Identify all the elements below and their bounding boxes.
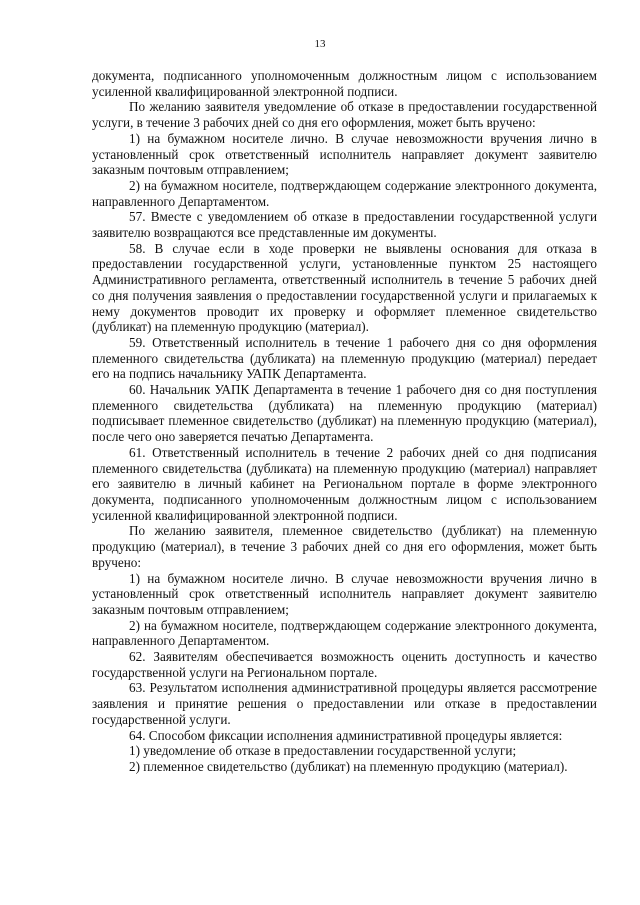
paragraph-certificate-delivery: По желанию заявителя, племенное свидетельство (дубликат) на племенную продукцию (материал), в течение 3 рабочих дней со дня его оформления, может быть вручено: <box>92 523 597 570</box>
paragraph-item-61: 61. Ответственный исполнитель в течение 2 рабочих дней со дня подписания племенного свидетельства (дубликата) на племенную продукцию (материал) направляет его заявителю в личный кабинет на Региональном портале в форме электронного документа, подписанного уполномоченным должностным лицом с использованием усиленной квалифицированной электронной подписи. <box>92 444 597 523</box>
paragraph-item-62: 62. Заявителям обеспечивается возможность оценить доступность и качество государственной услуги на Региональном портале. <box>92 649 597 680</box>
paragraph-fixation-1: 1) уведомление об отказе в предоставлении государственной услуги; <box>129 743 517 759</box>
paragraph-certificate-option-2: 2) на бумажном носителе, подтверждающем содержание электронного документа, направленного Департаментом. <box>92 617 597 649</box>
paragraph-fixation-2: 2) племенное свидетельство (дубликат) на племенную продукцию (материал). <box>129 758 568 774</box>
document-body <box>92 68 597 775</box>
paragraph-item-63: 63. Результатом исполнения административной процедуры является рассмотрение заявления и принятие решения о предоставлении или отказе в предоставлении государственной услуги. <box>92 680 597 727</box>
paragraph-item-64: 64. Способом фиксации исполнения административной процедуры является: <box>129 727 563 743</box>
paragraph-certificate-option-1: 1) на бумажном носителе лично. В случае невозможности вручения лично в установленный срок ответственный исполнитель направляет документ заявителю заказным почтовым отправлением; <box>92 570 597 617</box>
paragraph-item-58: 58. В случае если в ходе проверки не выявлены основания для отказа в предоставлении государственной услуги, установленные пунктом 25 настоящего Административного регламента, ответственный исполнитель в течение 5 рабочих дней со дня получения заявления о предоставлении государственной услуги и прилагаемых к нему документов проводит их проверку и оформляет племенное свидетельство (дубликат) на племенную продукцию (материал). <box>92 240 597 335</box>
paragraph-delivery-option-2: 2) на бумажном носителе, подтверждающем содержание электронного документа, направленного Департаментом. <box>92 177 597 209</box>
paragraph-refusal-notice-delivery: По желанию заявителя уведомление об отказе в предоставлении государственной услуги, в течение 3 рабочих дней со дня его оформления, может быть вручено: <box>92 99 597 131</box>
page-number: 13 <box>314 38 326 50</box>
paragraph-item-60: 60. Начальник УАПК Департамента в течение 1 рабочего дня со дня поступления племенного свидетельства (дубликата) на племенную продукцию (материал) подписывает племенное свидетельство (дубликат) на племенную продукцию (материал), после чего оно заверяется печатью Департамента. <box>92 382 597 445</box>
paragraph-delivery-option-1: 1) на бумажном носителе лично. В случае невозможности вручения лично в установленный срок ответственный исполнитель направляет документ заявителю заказным почтовым отправлением; <box>92 130 597 178</box>
paragraph-continuation: документа, подписанного уполномоченным должностным лицом с использованием усиленной квалифицированной электронной подписи. <box>92 68 597 99</box>
paragraph-item-59: 59. Ответственный исполнитель в течение 1 рабочего дня со дня оформления племенного свидетельства (дубликата) на племенную продукцию (материал) передает его на подпись начальнику УАПК Департамента. <box>92 334 597 382</box>
paragraph-item-57: 57. Вместе с уведомлением об отказе в предоставлении государственной услуги заявителю возвращаются все представленные им документы. <box>92 209 597 241</box>
